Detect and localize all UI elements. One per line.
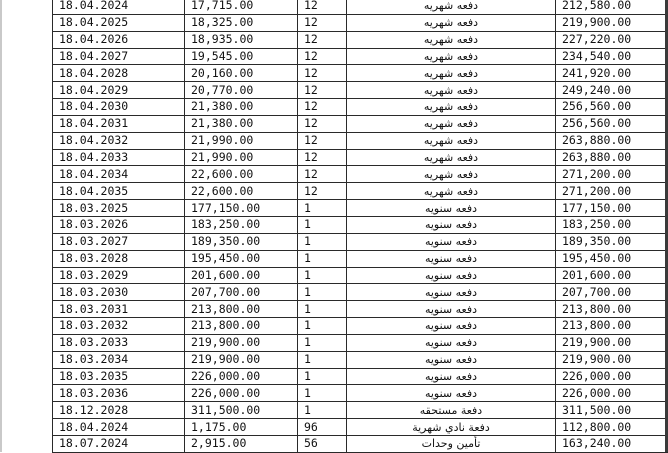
total-amount-cell: 271,200.00 (556, 183, 668, 200)
table-row (53, 149, 668, 166)
table-row (53, 284, 668, 301)
payment-type-cell: دفعه شهريه (347, 149, 556, 166)
total-amount-cell: 189,350.00 (556, 233, 668, 250)
total-amount-cell: 213,800.00 (556, 318, 668, 335)
due-date-cell: 18.03.2031 (53, 301, 185, 318)
payment-type-cell: دفعه شهريه (347, 82, 556, 99)
table-row (53, 402, 668, 419)
total-amount-cell: 201,600.00 (556, 267, 668, 284)
due-date-cell: 18.03.2026 (53, 216, 185, 233)
installment-amount-cell: 213,800.00 (185, 301, 298, 318)
installment-amount-cell: 21,380.00 (185, 115, 298, 132)
installment-count-cell: 12 (298, 115, 347, 132)
payment-type-cell: دفعه سنويه (347, 318, 556, 335)
total-amount-cell: 271,200.00 (556, 166, 668, 183)
installment-amount-cell: 20,770.00 (185, 82, 298, 99)
table-row (53, 82, 668, 99)
installment-amount-cell: 177,150.00 (185, 200, 298, 217)
table-row (53, 132, 668, 149)
payment-type-cell: تأمين وحدات (347, 435, 556, 452)
installment-count-cell: 56 (298, 435, 347, 452)
installment-count-cell: 12 (298, 31, 347, 48)
installment-amount-cell: 195,450.00 (185, 250, 298, 267)
installment-count-cell: 12 (298, 99, 347, 116)
total-amount-cell: 212,580.00 (556, 0, 668, 14)
payment-type-cell: دفعه شهريه (347, 166, 556, 183)
payment-type-cell: دفعة نادي شهرية (347, 419, 556, 436)
due-date-cell: 18.03.2027 (53, 233, 185, 250)
table-row (53, 385, 668, 402)
payment-type-cell: دفعه سنويه (347, 368, 556, 385)
installment-count-cell: 1 (298, 318, 347, 335)
total-amount-cell: 213,800.00 (556, 301, 668, 318)
total-amount-cell: 219,900.00 (556, 351, 668, 368)
payment-type-cell: دفعه سنويه (347, 233, 556, 250)
due-date-cell: 18.03.2030 (53, 284, 185, 301)
due-date-cell: 18.03.2036 (53, 385, 185, 402)
installment-amount-cell: 19,545.00 (185, 48, 298, 65)
payment-type-cell: دفعه شهريه (347, 183, 556, 200)
payment-type-cell: دفعه سنويه (347, 200, 556, 217)
installment-amount-cell: 183,250.00 (185, 216, 298, 233)
due-date-cell: 18.04.2027 (53, 48, 185, 65)
installment-amount-cell: 17,715.00 (185, 0, 298, 14)
due-date-cell: 18.04.2025 (53, 14, 185, 31)
table-row (53, 233, 668, 250)
total-amount-cell: 219,900.00 (556, 334, 668, 351)
installment-count-cell: 12 (298, 0, 347, 14)
payment-type-cell: دفعة مستحقه (347, 402, 556, 419)
installment-count-cell: 1 (298, 284, 347, 301)
total-amount-cell: 226,000.00 (556, 368, 668, 385)
table-row (53, 435, 668, 452)
table-row (53, 65, 668, 82)
installment-count-cell: 1 (298, 385, 347, 402)
due-date-cell: 18.04.2030 (53, 99, 185, 116)
payment-type-cell: دفعه سنويه (347, 250, 556, 267)
table-row (53, 301, 668, 318)
due-date-cell: 18.04.2033 (53, 149, 185, 166)
total-amount-cell: 263,880.00 (556, 149, 668, 166)
table-row (53, 250, 668, 267)
installment-count-cell: 12 (298, 183, 347, 200)
installment-count-cell: 1 (298, 402, 347, 419)
payment-type-cell: دفعه سنويه (347, 301, 556, 318)
due-date-cell: 18.04.2028 (53, 65, 185, 82)
installment-count-cell: 1 (298, 216, 347, 233)
payment-type-cell: دفعه شهريه (347, 132, 556, 149)
table-row (53, 183, 668, 200)
total-amount-cell: 256,560.00 (556, 115, 668, 132)
installment-amount-cell: 20,160.00 (185, 65, 298, 82)
due-date-cell: 18.03.2033 (53, 334, 185, 351)
installment-amount-cell: 189,350.00 (185, 233, 298, 250)
installment-amount-cell: 22,600.00 (185, 166, 298, 183)
table-row (53, 48, 668, 65)
total-amount-cell: 177,150.00 (556, 200, 668, 217)
total-amount-cell: 183,250.00 (556, 216, 668, 233)
payment-type-cell: دفعه سنويه (347, 284, 556, 301)
table-row (53, 200, 668, 217)
installment-amount-cell: 226,000.00 (185, 385, 298, 402)
installment-amount-cell: 21,990.00 (185, 149, 298, 166)
installment-count-cell: 1 (298, 200, 347, 217)
payment-type-cell: دفعه سنويه (347, 334, 556, 351)
due-date-cell: 18.04.2034 (53, 166, 185, 183)
installment-amount-cell: 21,380.00 (185, 99, 298, 116)
installment-amount-cell: 22,600.00 (185, 183, 298, 200)
installment-amount-cell: 207,700.00 (185, 284, 298, 301)
due-date-cell: 18.03.2025 (53, 200, 185, 217)
installment-amount-cell: 201,600.00 (185, 267, 298, 284)
total-amount-cell: 112,800.00 (556, 419, 668, 436)
table-row (53, 267, 668, 284)
payment-schedule-body (53, 0, 668, 452)
table-row (53, 31, 668, 48)
payment-type-cell: دفعه شهريه (347, 14, 556, 31)
payment-type-cell: دفعه شهريه (347, 99, 556, 116)
payment-type-cell: دفعه سنويه (347, 267, 556, 284)
total-amount-cell: 207,700.00 (556, 284, 668, 301)
table-row (53, 14, 668, 31)
installment-count-cell: 1 (298, 301, 347, 318)
total-amount-cell: 195,450.00 (556, 250, 668, 267)
total-amount-cell: 311,500.00 (556, 402, 668, 419)
installment-amount-cell: 213,800.00 (185, 318, 298, 335)
due-date-cell: 18.03.2028 (53, 250, 185, 267)
total-amount-cell: 227,220.00 (556, 31, 668, 48)
installment-count-cell: 12 (298, 166, 347, 183)
due-date-cell: 18.04.2024 (53, 419, 185, 436)
table-row (53, 334, 668, 351)
due-date-cell: 18.04.2024 (53, 0, 185, 14)
payment-type-cell: دفعه شهريه (347, 115, 556, 132)
table-row (53, 0, 668, 14)
table-row (53, 368, 668, 385)
due-date-cell: 18.04.2029 (53, 82, 185, 99)
payment-type-cell: دفعه سنويه (347, 351, 556, 368)
installment-count-cell: 1 (298, 267, 347, 284)
total-amount-cell: 241,920.00 (556, 65, 668, 82)
payment-type-cell: دفعه شهريه (347, 31, 556, 48)
installment-count-cell: 1 (298, 334, 347, 351)
installment-amount-cell: 18,935.00 (185, 31, 298, 48)
installment-amount-cell: 1,175.00 (185, 419, 298, 436)
payment-schedule-table (52, 0, 668, 453)
installment-count-cell: 12 (298, 149, 347, 166)
installment-count-cell: 12 (298, 65, 347, 82)
total-amount-cell: 226,000.00 (556, 385, 668, 402)
table-row (53, 351, 668, 368)
due-date-cell: 18.04.2032 (53, 132, 185, 149)
installment-count-cell: 12 (298, 14, 347, 31)
payment-type-cell: دفعه شهريه (347, 0, 556, 14)
installment-amount-cell: 21,990.00 (185, 132, 298, 149)
left-page-edge (0, 0, 2, 452)
installment-amount-cell: 219,900.00 (185, 334, 298, 351)
table-row (53, 216, 668, 233)
due-date-cell: 18.03.2032 (53, 318, 185, 335)
installment-count-cell: 1 (298, 233, 347, 250)
payment-type-cell: دفعه شهريه (347, 48, 556, 65)
total-amount-cell: 219,900.00 (556, 14, 668, 31)
table-row (53, 115, 668, 132)
due-date-cell: 18.03.2034 (53, 351, 185, 368)
installment-amount-cell: 311,500.00 (185, 402, 298, 419)
total-amount-cell: 256,560.00 (556, 99, 668, 116)
installment-count-cell: 12 (298, 132, 347, 149)
due-date-cell: 18.03.2035 (53, 368, 185, 385)
installment-amount-cell: 219,900.00 (185, 351, 298, 368)
total-amount-cell: 263,880.00 (556, 132, 668, 149)
installment-count-cell: 1 (298, 368, 347, 385)
installment-count-cell: 1 (298, 351, 347, 368)
total-amount-cell: 234,540.00 (556, 48, 668, 65)
installment-count-cell: 96 (298, 419, 347, 436)
due-date-cell: 18.03.2029 (53, 267, 185, 284)
payment-type-cell: دفعه سنويه (347, 216, 556, 233)
table-row (53, 166, 668, 183)
table-row (53, 419, 668, 436)
installment-count-cell: 12 (298, 48, 347, 65)
table-row (53, 99, 668, 116)
due-date-cell: 18.12.2028 (53, 402, 185, 419)
total-amount-cell: 163,240.00 (556, 435, 668, 452)
installment-count-cell: 12 (298, 82, 347, 99)
table-row (53, 318, 668, 335)
due-date-cell: 18.04.2035 (53, 183, 185, 200)
installment-amount-cell: 2,915.00 (185, 435, 298, 452)
total-amount-cell: 249,240.00 (556, 82, 668, 99)
payment-type-cell: دفعه شهريه (347, 65, 556, 82)
payment-type-cell: دفعه سنويه (347, 385, 556, 402)
due-date-cell: 18.04.2026 (53, 31, 185, 48)
due-date-cell: 18.04.2031 (53, 115, 185, 132)
installment-count-cell: 1 (298, 250, 347, 267)
installment-amount-cell: 18,325.00 (185, 14, 298, 31)
installment-amount-cell: 226,000.00 (185, 368, 298, 385)
due-date-cell: 18.07.2024 (53, 435, 185, 452)
